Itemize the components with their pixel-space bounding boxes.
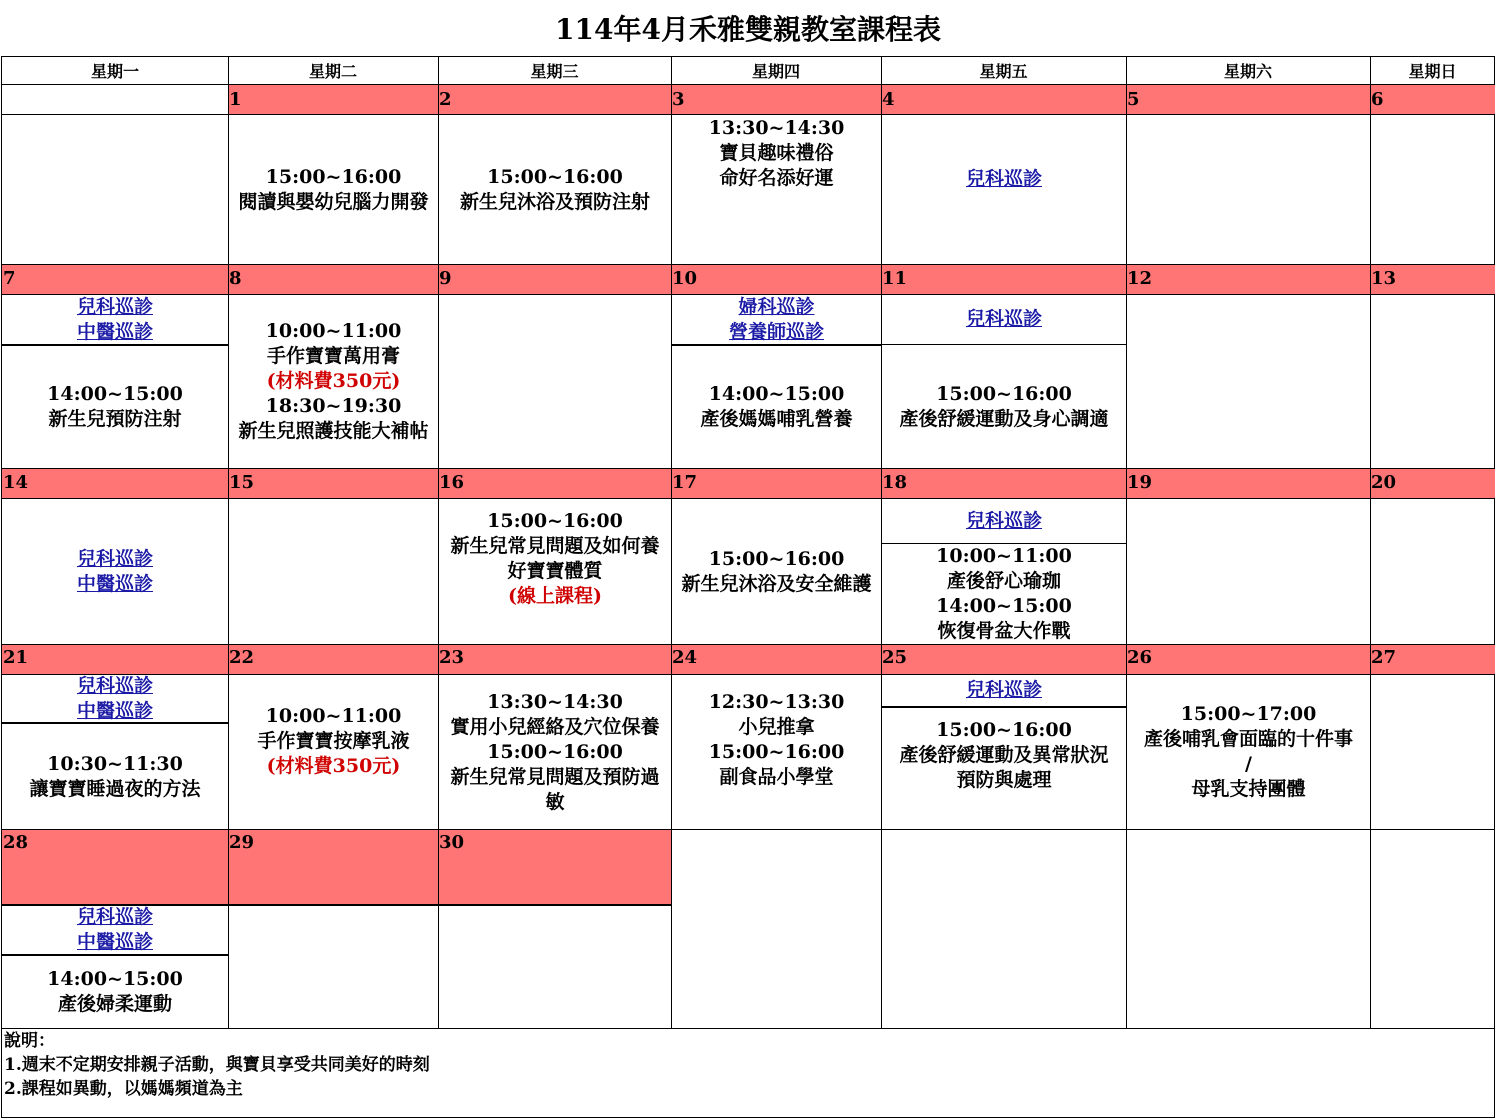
separator: / <box>1245 753 1252 775</box>
event-title: 閱讀與嬰幼兒腦力開發 <box>238 190 429 213</box>
pediatric-clinic-link[interactable]: 兒科巡診 <box>965 308 1042 330</box>
event-time: 14:00~15:00 <box>47 383 183 405</box>
date-24: 24 <box>672 647 698 668</box>
weekday-mon: 星期一 <box>90 62 139 81</box>
date-9: 9 <box>439 268 452 289</box>
event-time: 15:00~16:00 <box>936 382 1072 405</box>
weekday-fri: 星期五 <box>979 62 1028 81</box>
event-title: 預防與處理 <box>956 769 1052 791</box>
event-time: 13:30~14:30 <box>708 117 845 139</box>
date-18: 18 <box>882 472 908 493</box>
event-time: 15:00~16:00 <box>487 740 623 763</box>
pediatric-clinic-link[interactable]: 兒科巡診 <box>965 509 1042 532</box>
tcm-clinic-link[interactable]: 中醫巡診 <box>76 320 153 343</box>
event-title: 寶貝趣味禮俗 <box>719 142 834 164</box>
event-title: 實用小兒經絡及穴位保養 <box>450 715 660 738</box>
event-time: 15:00~16:00 <box>708 547 845 570</box>
date-8: 8 <box>229 268 242 289</box>
date-row-week1 <box>228 85 1495 115</box>
date-11: 11 <box>882 268 908 289</box>
date-15: 15 <box>229 472 255 493</box>
date-2: 2 <box>439 89 452 110</box>
date-row-week2 <box>2 265 1495 295</box>
clinic-apr18 <box>882 499 1126 543</box>
event-time: 14:00~15:00 <box>47 968 183 990</box>
event-time: 15:00~16:00 <box>265 165 402 188</box>
gynecology-clinic-link[interactable]: 婦科巡診 <box>738 295 815 318</box>
event-apr18 <box>882 544 1126 644</box>
event-time: 18:30~19:30 <box>265 395 402 417</box>
event-title: 產後舒緩運動及異常狀況 <box>899 744 1109 766</box>
clinic-apr10 <box>672 295 881 344</box>
event-apr21 <box>2 724 228 829</box>
date-23: 23 <box>439 647 465 668</box>
event-apr8 <box>229 295 438 468</box>
date-5: 5 <box>1127 89 1140 110</box>
event-time: 15:00~16:00 <box>487 510 623 532</box>
date-6: 6 <box>1371 89 1384 110</box>
date-13: 13 <box>1371 268 1397 289</box>
event-title: 新生兒預防注射 <box>48 408 182 430</box>
date-22: 22 <box>229 647 255 668</box>
event-title: 敏 <box>545 790 565 813</box>
notes-heading: 說明： <box>4 1031 55 1051</box>
event-title: 產後哺乳會面臨的十件事 <box>1143 728 1353 750</box>
page-title: 114年4月禾雅雙親教室課程表 <box>555 13 941 46</box>
weekday-wed: 星期三 <box>530 62 579 81</box>
event-title: 新生兒常見問題及如何養 <box>450 535 660 557</box>
event-apr26 <box>1127 675 1370 829</box>
event-title: 好寶寶體質 <box>507 560 603 582</box>
date-19: 19 <box>1127 472 1153 493</box>
event-apr7 <box>2 346 228 468</box>
event-time: 14:00~15:00 <box>936 595 1072 617</box>
event-apr28 <box>2 956 228 1028</box>
event-time: 15:00~16:00 <box>936 719 1072 741</box>
event-time: 13:30~14:30 <box>487 690 623 713</box>
pediatric-clinic-link[interactable]: 兒科巡診 <box>76 675 153 697</box>
event-apr10 <box>672 346 881 468</box>
date-10: 10 <box>672 268 698 289</box>
date-16: 16 <box>439 472 465 493</box>
event-time: 15:00~16:00 <box>487 165 623 188</box>
date-12: 12 <box>1127 268 1153 289</box>
weekday-thu: 星期四 <box>751 62 800 81</box>
event-title: 恢復骨盆大作戰 <box>937 620 1071 642</box>
event-apr23 <box>439 675 671 829</box>
material-fee: (材料費350元) <box>266 370 401 392</box>
weekday-sun: 星期日 <box>1408 62 1457 81</box>
date-29: 29 <box>229 832 255 853</box>
event-title: 產後舒緩運動及身心調適 <box>899 407 1109 430</box>
event-time: 12:30~13:30 <box>708 691 845 713</box>
date-25: 25 <box>882 647 908 668</box>
event-title: 小兒推拿 <box>738 716 815 738</box>
date-17: 17 <box>672 472 698 493</box>
notes-section <box>4 1029 430 1101</box>
event-time: 10:00~11:00 <box>265 320 402 342</box>
event-apr24 <box>672 675 881 805</box>
weekday-sat: 星期六 <box>1223 62 1272 81</box>
event-title: 讓寶寶睡過夜的方法 <box>29 777 201 800</box>
event-title: 新生兒照護技能大補帖 <box>238 420 429 442</box>
event-apr4 <box>882 115 1126 244</box>
event-title: 新生兒沐浴及預防注射 <box>459 190 650 213</box>
date-7: 7 <box>3 268 16 289</box>
date-30: 30 <box>439 832 465 853</box>
date-21: 21 <box>3 647 29 668</box>
pediatric-clinic-link[interactable]: 兒科巡診 <box>76 906 153 928</box>
event-title: 手作寶寶萬用膏 <box>266 345 400 367</box>
note-item: 2.課程如異動，以媽媽頻道為主 <box>4 1079 243 1099</box>
clinic-apr14 <box>2 499 228 644</box>
event-title: 產後舒心瑜珈 <box>946 570 1061 592</box>
event-time: 15:00~16:00 <box>708 741 845 763</box>
date-row-week3 <box>2 469 1495 499</box>
event-time: 10:00~11:00 <box>936 545 1072 567</box>
event-title: 產後婦柔運動 <box>57 993 172 1015</box>
date-4: 4 <box>882 89 895 110</box>
date-row-week5 <box>2 830 671 905</box>
pediatric-clinic-link[interactable]: 兒科巡診 <box>965 679 1042 701</box>
weekday-tue: 星期二 <box>308 62 357 81</box>
online-course-note: (線上課程) <box>508 585 602 607</box>
event-apr25 <box>882 708 1126 803</box>
clinic-apr28 <box>2 906 228 954</box>
nutritionist-clinic-link[interactable]: 營養師巡診 <box>728 320 824 343</box>
date-26: 26 <box>1127 647 1153 668</box>
event-time: 10:30~11:30 <box>47 752 183 775</box>
event-apr3 <box>672 115 881 264</box>
event-title: 手作寶寶按摩乳液 <box>257 729 410 752</box>
event-title: 新生兒常見問題及預防過 <box>450 765 660 788</box>
date-20: 20 <box>1371 472 1397 493</box>
event-apr22 <box>229 675 438 807</box>
date-3: 3 <box>672 89 685 110</box>
clinic-apr25 <box>882 675 1126 706</box>
event-title: 母乳支持團體 <box>1191 778 1306 800</box>
event-title: 新生兒沐浴及安全維護 <box>681 572 872 595</box>
event-apr16 <box>439 499 671 644</box>
date-14: 14 <box>3 472 29 493</box>
event-time: 10:00~11:00 <box>265 704 402 727</box>
event-time: 15:00~17:00 <box>1180 703 1317 725</box>
pediatric-clinic-link[interactable]: 兒科巡診 <box>965 168 1042 190</box>
date-row-week4 <box>2 645 1495 675</box>
date-28: 28 <box>3 832 29 853</box>
event-title: 產後媽媽哺乳營養 <box>700 408 853 430</box>
clinic-apr11 <box>882 295 1126 344</box>
tcm-clinic-link[interactable]: 中醫巡診 <box>76 931 153 953</box>
tcm-clinic-link[interactable]: 中醫巡診 <box>76 699 153 722</box>
event-title: 命好名添好運 <box>719 167 834 189</box>
pediatric-clinic-link[interactable]: 兒科巡診 <box>76 547 153 570</box>
date-1: 1 <box>229 89 242 110</box>
event-apr1 <box>229 115 438 264</box>
pediatric-clinic-link[interactable]: 兒科巡診 <box>76 295 153 318</box>
event-title: 副食品小學堂 <box>719 766 834 788</box>
tcm-clinic-link[interactable]: 中醫巡診 <box>76 572 153 595</box>
event-apr2 <box>439 115 671 264</box>
clinic-apr21 <box>2 675 228 722</box>
date-27: 27 <box>1371 647 1397 668</box>
clinic-apr7 <box>2 295 228 344</box>
material-fee: (材料費350元) <box>266 754 401 777</box>
event-time: 14:00~15:00 <box>708 383 845 405</box>
event-apr11 <box>882 345 1126 468</box>
event-apr17 <box>672 499 881 644</box>
note-item: 1.週末不定期安排親子活動，與寶貝享受共同美好的時刻 <box>4 1055 430 1075</box>
